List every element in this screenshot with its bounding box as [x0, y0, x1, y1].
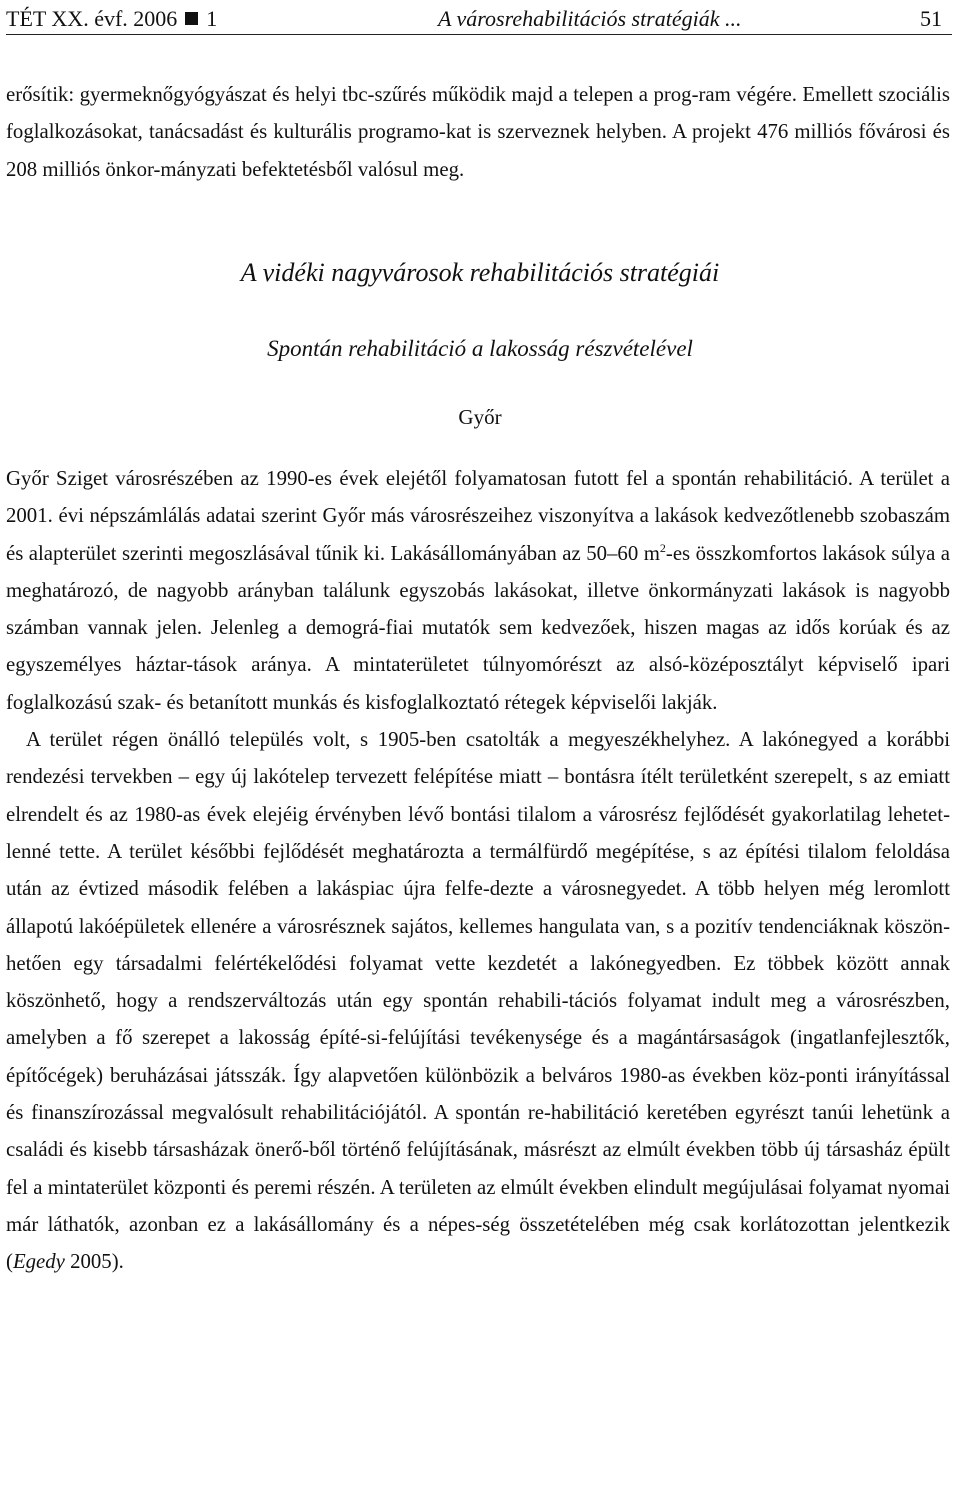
paragraph-1 [6, 460, 950, 721]
paragraph-2 [6, 721, 950, 1280]
paragraph-1-text-a: Győr Sziget városrészében az 1990-es évek elejétől folyamatosan futott fel a spontán rehabilitáció. A terület a 2001. évi népszámlálás adatai szerint Győr más városrészeihez viszonyítva a lakások kedvezőtlenebb szobaszám és alapterület szerinti megoszlásával tűnik ki. Lakásállományában az 50–60 m [6, 467, 950, 565]
journal-info [6, 6, 217, 32]
citation-author: Egedy [12, 1250, 65, 1274]
paragraph-1-text-b: -es összkomfortos lakások súlya a meghatározó, de nagyobb arányban találunk egyszobás lakásokat, illetve önkormányzati lakások is nagyobb számban vannak jelen. Jelenleg a demográ-fiai mutatók sem kedvezőek, hiszen magas az idős korúak és az egyszemélyes háztar-tások aránya. A mintaterületet túlnyomórészt az alsó-középosztályt képviselő ipari foglalkozású szak- és betanított munkás és kisfoglalkoztató rétegek képviselői lakják. [6, 541, 950, 714]
main-text [6, 460, 950, 1281]
paragraph-2-text: A terület régen önálló település volt, s 1905-ben csatolták a megyeszékhelyhez. A lakónegyed a korábbi rendezési tervekben – egy új lakótelep tervezett felépítése miatt – bontásra ítélt területként szerepelt, s az emiatt elrendelt és az 1980-as évek elejéig érvényben lévő bontási tilalom a városrész fejlődését gyakorlatilag lehetet-lenné tette. A terület későbbi fejlődését meghatározta a termálfürdő megépítése, s az építési tilalom feloldása után az évtized második felében a lakáspiac újra felfe-dezte a városnegyedet. A több helyen még leromlott állapotú lakóépületek ellenére a városrésznek sajátos, kellemes hangulata van, s a pozitív tendenciáknak köszön-hetően egy társadalmi felértékelődési folyamat vette kezdetét a lakónegyedben. Ez többek között annak köszönhető, hogy a rendszerváltozás után egy spontán rehabili-tációs folyamat indult meg a városrészben, amelyben a fő szerepet a lakosság építé-si-felújítási tevékenysége és a magántársaságok (ingatlanfejlesztők, építőcégek) beruházásai játsszák. Így alapvetően különbözik a belváros 1980-as években köz-ponti irányítással és finanszírozással megvalósult rehabilitációjától. A spontán re-habilitáció keretében egyrészt tanúi lehetünk a családi és kisebb társasházak önerő-ből történő felújításának, másrészt az elmúlt években több új társasház épült fel a mintaterület központi és peremi részén. A területen az elmúlt években elindult megújulásai folyamat nyomai már láthatók, azonban ez a lakásállomány és a népes-ség összetételében még csak korlátozottan jelentkezik ( [6, 728, 950, 1274]
issue-number: 1 [206, 6, 218, 31]
running-header [6, 4, 952, 35]
intro-paragraph [6, 76, 950, 188]
citation-year: 2005). [64, 1250, 124, 1274]
journal-name: TÉT XX. évf. 2006 [6, 6, 178, 31]
subsection-title: Spontán rehabilitáció a lakosság részvételével [267, 336, 693, 361]
section-title: A vidéki nagyvárosok rehabilitációs stratégiái [240, 258, 720, 287]
square-bullet-icon [185, 12, 198, 25]
superscript-2: 2 [659, 540, 666, 555]
page-number: 51 [920, 6, 942, 31]
city-title: Győr [458, 405, 502, 429]
intro-paragraph-text: erősítik: gyermeknőgyógyászat és helyi tbc-szűrés működik majd a telepen a prog-ram végére. Emellett szociális foglalkozásokat, tanácsadást és kulturális programo-kat is szerveznek helyben. A projekt 476 milliós fővárosi és 208 milliós önkor-mányzati befektetésből valósul meg. [6, 83, 950, 181]
running-title: A városrehabilitációs stratégiák ... [438, 6, 742, 31]
